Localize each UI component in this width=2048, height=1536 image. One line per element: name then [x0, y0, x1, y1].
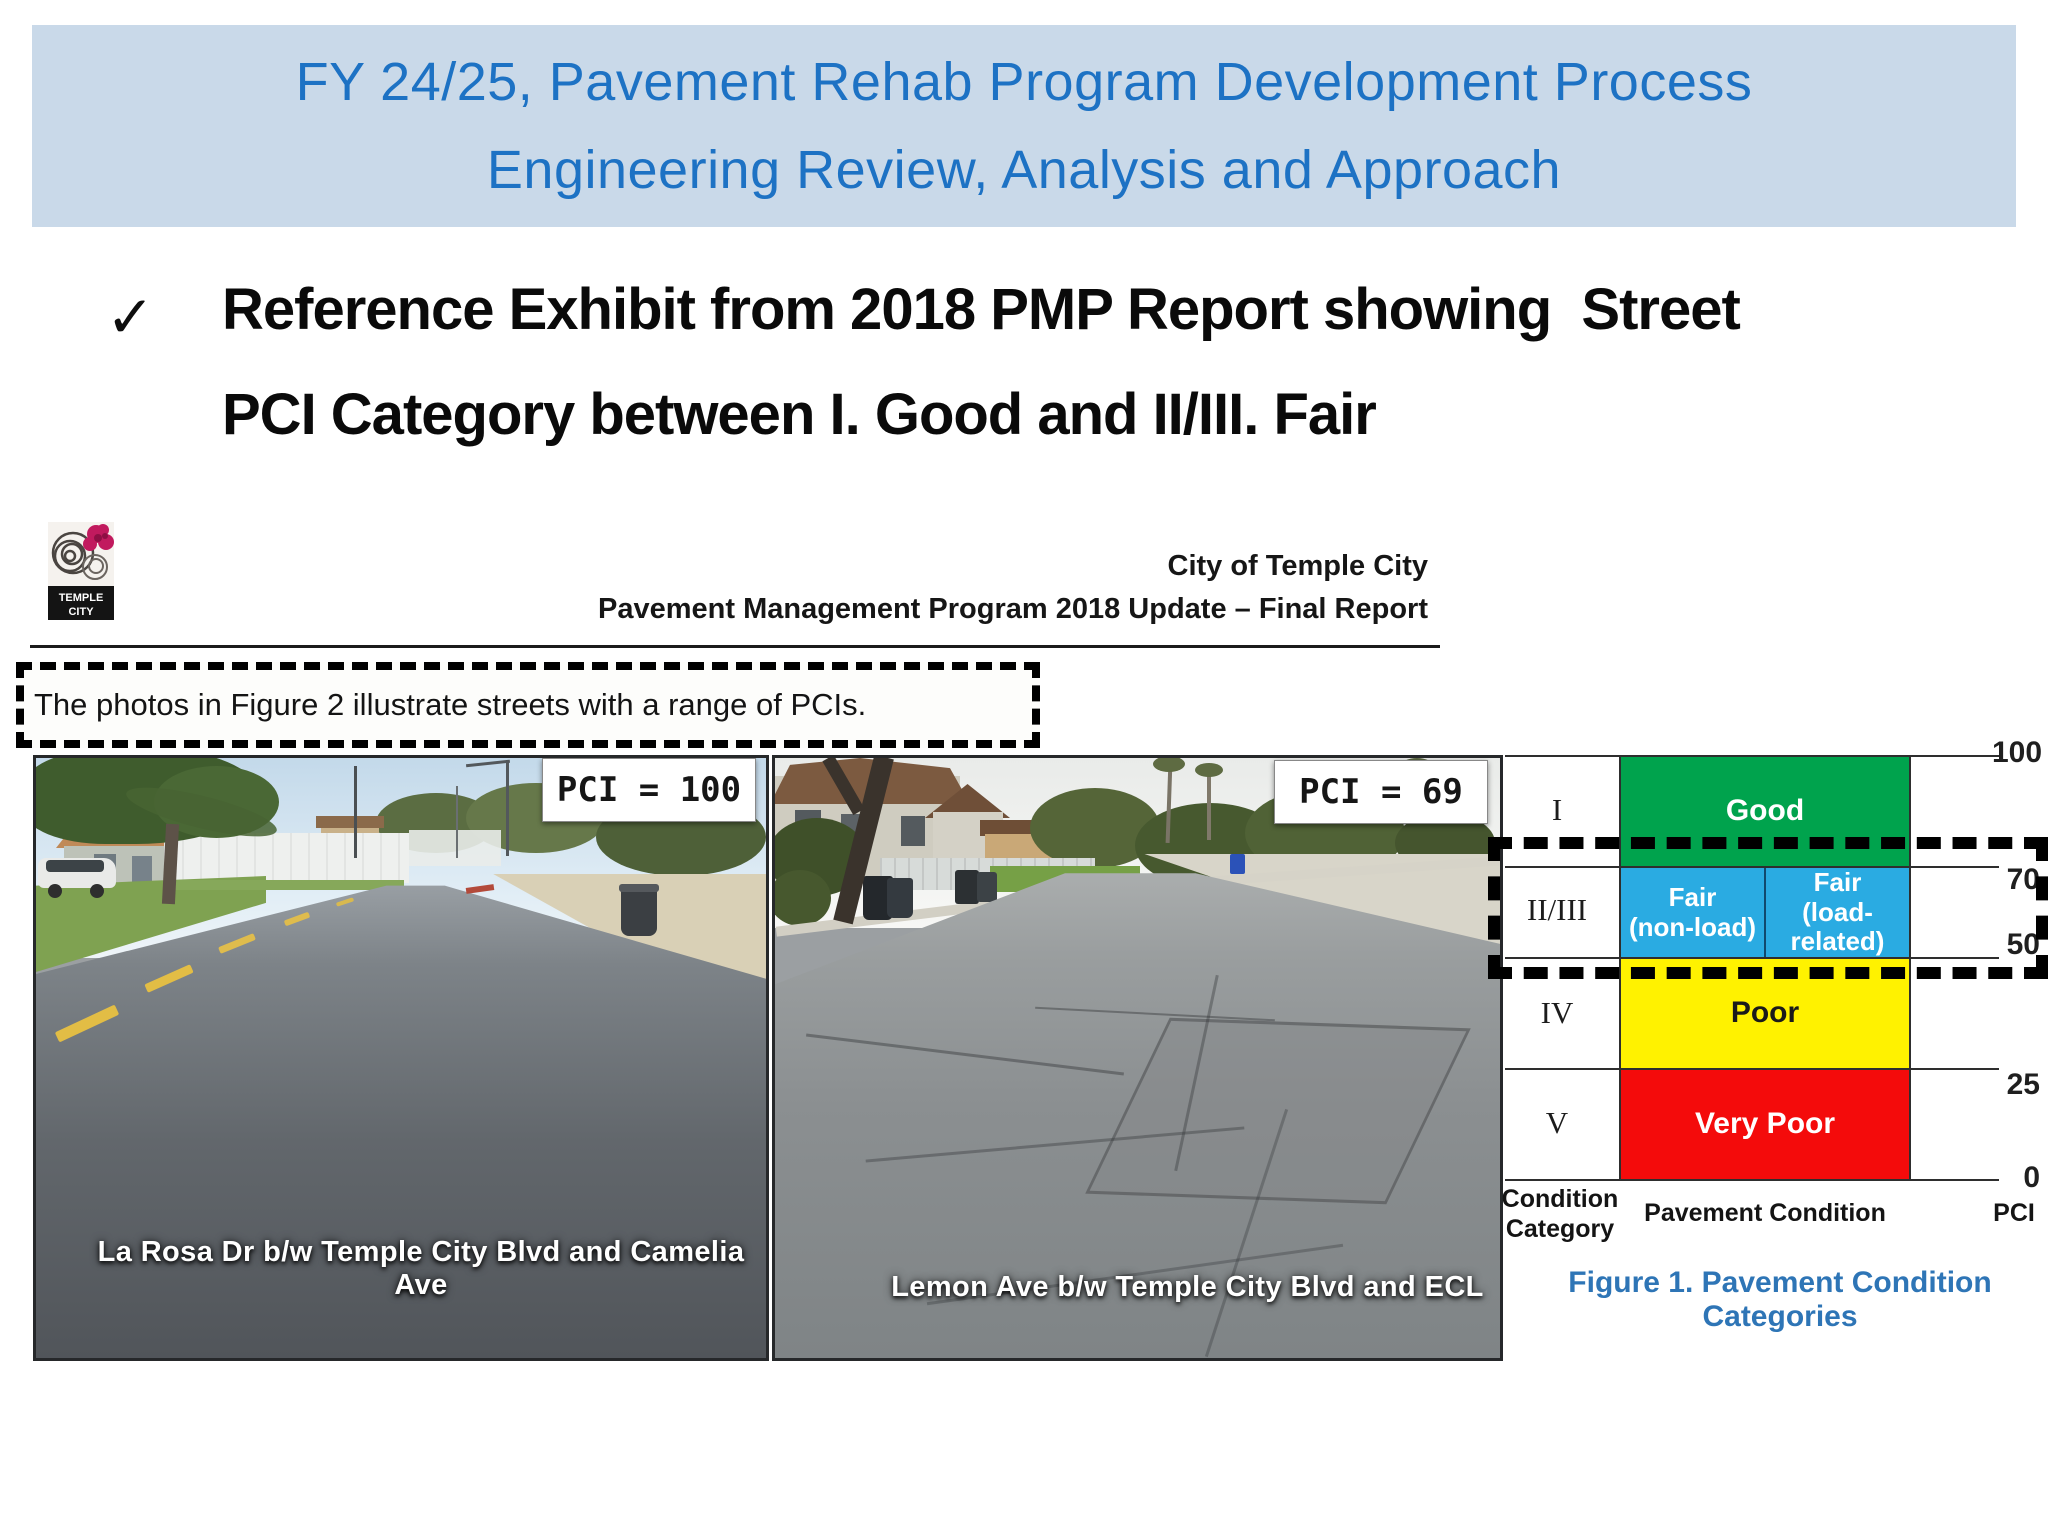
- axis-label-pci: PCI: [1993, 1199, 2035, 1227]
- logo-text-line2: CITY: [68, 606, 94, 618]
- bullet-text-line2: PCI Category between I. Good and II/III. Fair: [222, 382, 1376, 447]
- trash-bin-lid: [619, 884, 659, 892]
- crack: [1035, 1007, 1275, 1022]
- asphalt-patch: [1085, 1018, 1471, 1205]
- figure-caption: Figure 1. Pavement Condition Categories: [1568, 1266, 1992, 1333]
- category-label-V: V: [1545, 1105, 1569, 1140]
- small-house-roof: [316, 816, 384, 828]
- logo-text-line1: TEMPLE: [58, 592, 104, 604]
- pci-scale-25: 25: [2006, 1068, 2040, 1101]
- pci-label-box: [1274, 760, 1488, 824]
- lane-dash: [284, 912, 310, 927]
- pci-scale-0: 0: [2023, 1161, 2040, 1194]
- block-label: Good: [1725, 794, 1805, 828]
- bullet-text-line1: Reference Exhibit from 2018 PMP Report showing Street: [222, 277, 1740, 342]
- fair-row-highlight-dashed-box: [1488, 837, 2048, 979]
- slide-title-line1: FY 24/25, Pavement Rehab Program Development Process: [295, 52, 1753, 112]
- lane-dash: [55, 1005, 119, 1043]
- trash-bin: [887, 878, 913, 918]
- trash-bin: [621, 886, 657, 936]
- pci-value: PCI = 69: [1299, 772, 1463, 812]
- suv: [38, 850, 116, 894]
- block-very-poor: [1621, 1070, 1909, 1179]
- house-window: [132, 856, 152, 884]
- trash-bin: [955, 870, 979, 904]
- axis-label-pavement-condition: Pavement Condition: [1644, 1199, 1886, 1227]
- title-banner: [32, 25, 2016, 227]
- note-text: The photos in Figure 2 illustrate streets with a range of PCIs.: [34, 687, 867, 722]
- photo-lemon-ave: [772, 755, 1503, 1361]
- category-label-IV: IV: [1540, 995, 1574, 1030]
- photo-caption: Lemon Ave b/w Temple City Blvd and ECL: [891, 1271, 1484, 1303]
- hedge: [772, 870, 831, 926]
- house-window: [901, 816, 925, 846]
- utility-pole: [456, 786, 458, 858]
- signal-pole: [354, 766, 357, 858]
- highlighted-note-box: [16, 662, 1040, 748]
- photo-caption: La Rosa Dr b/w Temple City Blvd and Camelia Ave: [97, 1236, 745, 1301]
- lane-dash: [336, 897, 354, 906]
- pci-value: PCI = 100: [556, 770, 742, 810]
- grass-strip: [164, 880, 404, 890]
- block-label: Fair: [1668, 881, 1717, 912]
- temple-city-logo: [48, 522, 114, 620]
- report-header-line1: City of Temple City: [1167, 550, 1428, 582]
- pci-label-box: [542, 758, 756, 822]
- lane-dash: [218, 933, 256, 954]
- axis-label-line1: Condition: [1501, 1185, 1619, 1213]
- recycle-bin-blue: [1230, 854, 1245, 874]
- pci-scale-100: 100: [1992, 736, 2043, 769]
- category-label-I: I: [1551, 792, 1563, 827]
- pci-scale-70: 70: [2006, 863, 2040, 896]
- report-header-rule: [30, 645, 1440, 648]
- pci-chart: [1500, 736, 2048, 1333]
- category-label-II-III: II/III: [1526, 892, 1588, 927]
- street-light-pole: [506, 760, 509, 856]
- block-label: Very Poor: [1694, 1107, 1836, 1141]
- white-fence: [409, 830, 501, 866]
- axis-label-line2: Category: [1505, 1215, 1615, 1243]
- pci-scale-50: 50: [2006, 928, 2040, 961]
- photo-la-rosa-dr: [33, 755, 769, 1361]
- palm-trunk: [1207, 770, 1211, 840]
- crack: [806, 1034, 1124, 1076]
- gridline-0: [1505, 1179, 1999, 1181]
- block-label: (non-load): [1628, 911, 1757, 942]
- block-label: Poor: [1730, 996, 1800, 1030]
- axis-label-condition-category: [1500, 1184, 1620, 1244]
- report-header-line2: Pavement Management Program 2018 Update – Final Report: [598, 593, 1428, 625]
- lane-dash: [144, 964, 193, 993]
- slide-title-line2: Engineering Review, Analysis and Approach: [486, 140, 1562, 200]
- block-label: Fair: [1813, 866, 1862, 897]
- block-label: (load-related): [1790, 896, 1885, 957]
- white-fence: [164, 833, 409, 883]
- checkmark-icon: ✓: [106, 285, 155, 350]
- palm-fronds: [1195, 763, 1223, 777]
- palm-fronds: [1153, 756, 1185, 772]
- trash-bin: [977, 872, 997, 902]
